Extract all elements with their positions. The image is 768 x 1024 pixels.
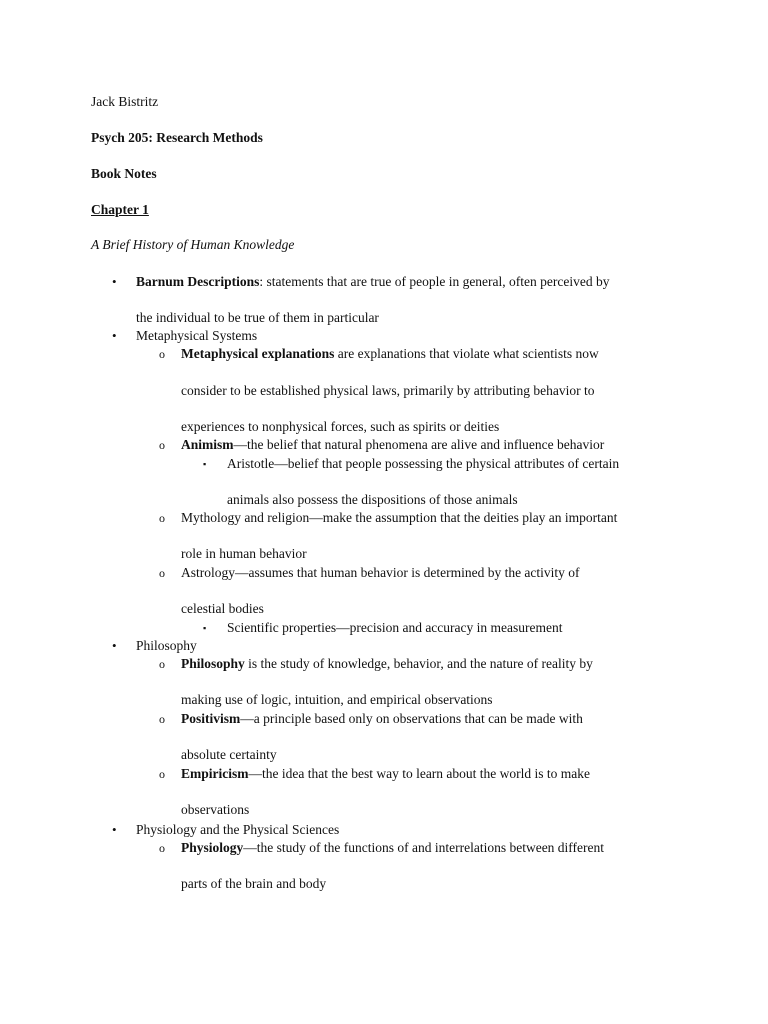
list-item: Aristotle—belief that people possessing the physical attributes of certain xyxy=(227,456,620,471)
list-item: Astrology—assumes that human behavior is determined by the activity of xyxy=(181,565,580,580)
bullet-level1: • xyxy=(112,638,117,653)
list-item: Mythology and religion—make the assumption that the deities play an important xyxy=(181,510,618,525)
item-text: are explanations that violate what scientists now xyxy=(334,346,599,361)
list-item-philosophy: Philosophy xyxy=(136,638,197,653)
term-positivism: Positivism xyxy=(181,711,241,726)
list-item xyxy=(181,766,590,782)
list-item xyxy=(181,656,593,672)
bullet-level1: • xyxy=(112,822,117,837)
item-text: —a principle based only on observations that can be made with xyxy=(240,711,583,726)
term-empiricism: Empiricism xyxy=(181,766,249,781)
term-philosophy: Philosophy xyxy=(181,656,245,671)
list-item xyxy=(181,437,604,453)
item-text: —the idea that the best way to learn about the world is to make xyxy=(248,766,591,781)
list-item-physiology-physical-sciences: Physiology and the Physical Sciences xyxy=(136,822,340,837)
list-item xyxy=(136,274,610,290)
bullet-level3: ▪ xyxy=(203,459,207,469)
list-item xyxy=(181,346,599,362)
list-item-metaphysical-systems: Metaphysical Systems xyxy=(136,328,258,343)
bullet-level2: o xyxy=(159,347,165,361)
bullet-level3: ▪ xyxy=(203,623,207,633)
item-continuation: the individual to be true of them in particular xyxy=(136,310,379,325)
bullet-level2: o xyxy=(159,767,165,781)
bullet-level2: o xyxy=(159,511,165,525)
bullet-level2: o xyxy=(159,657,165,671)
bullet-level1: • xyxy=(112,328,117,343)
item-continuation: consider to be established physical laws, primarily by attributing behavior to xyxy=(181,383,595,398)
bullet-level2: o xyxy=(159,438,165,452)
chapter-heading: Chapter 1 xyxy=(91,202,149,217)
term-animism: Animism xyxy=(181,437,234,452)
list-item xyxy=(181,840,604,856)
item-continuation: role in human behavior xyxy=(181,546,307,561)
list-item xyxy=(181,711,583,727)
bullet-level1: • xyxy=(112,274,117,289)
item-text: is the study of knowledge, behavior, and the nature of reality by xyxy=(244,656,593,671)
bullet-level2: o xyxy=(159,566,165,580)
item-continuation: absolute certainty xyxy=(181,747,277,762)
item-text: —the belief that natural phenomena are alive and influence behavior xyxy=(233,437,605,452)
item-continuation: experiences to nonphysical forces, such as spirits or deities xyxy=(181,419,500,434)
term-physiology: Physiology xyxy=(181,840,244,855)
author-name: Jack Bistritz xyxy=(91,94,159,109)
item-text: —the study of the functions of and interrelations between different xyxy=(243,840,605,855)
term-metaphysical-explanations: Metaphysical explanations xyxy=(181,346,335,361)
item-continuation: animals also possess the dispositions of those animals xyxy=(227,492,518,507)
item-continuation: observations xyxy=(181,802,250,817)
bullet-level2: o xyxy=(159,841,165,855)
course-title: Psych 205: Research Methods xyxy=(91,130,263,145)
item-continuation: making use of logic, intuition, and empirical observations xyxy=(181,692,493,707)
item-continuation: parts of the brain and body xyxy=(181,876,327,891)
bullet-level2: o xyxy=(159,712,165,726)
document-type: Book Notes xyxy=(91,166,157,181)
item-text: : statements that are true of people in general, often perceived by xyxy=(259,274,610,289)
item-continuation: celestial bodies xyxy=(181,601,264,616)
section-title: A Brief History of Human Knowledge xyxy=(91,237,295,252)
list-item: Scientific properties—precision and accuracy in measurement xyxy=(227,620,563,635)
term-barnum: Barnum Descriptions xyxy=(136,274,260,289)
